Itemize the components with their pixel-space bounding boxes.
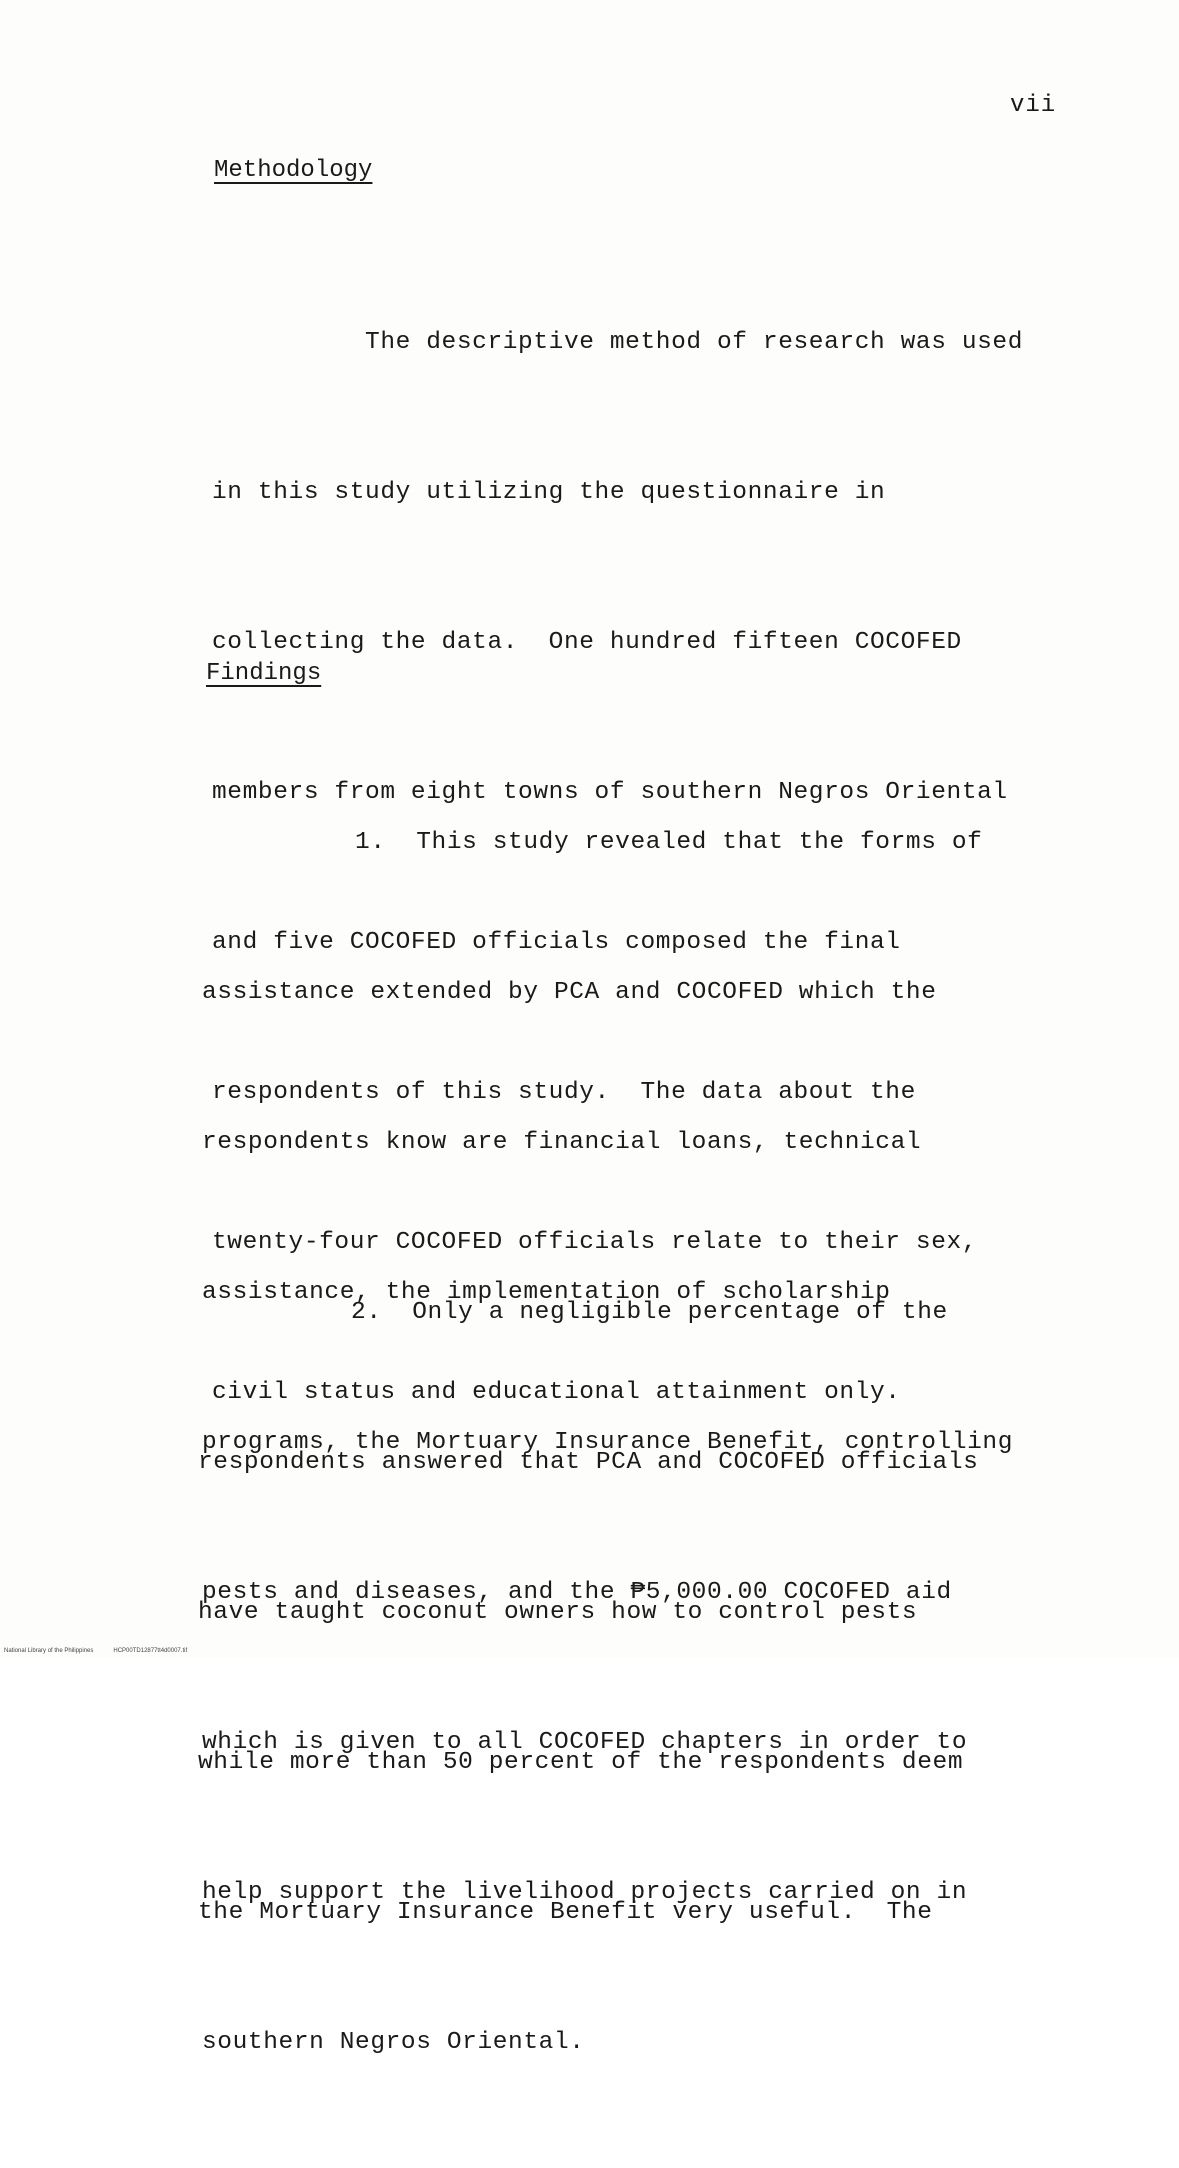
text-line: assistance extended by PCA and COCOFED which the [202, 979, 937, 1006]
text-line: have taught coconut owners how to control pests [198, 1599, 918, 1626]
footer-file-id: HCP00TD12877tt4d0007.tif [113, 1648, 188, 1654]
text-line: members from eight towns of southern Negros Oriental [212, 779, 1008, 806]
finding-item-2 [198, 1188, 978, 2038]
text-line: the Mortuary Insurance Benefit very useful. The [198, 1899, 933, 1926]
text-line: in this study utilizing the questionnaire in [212, 479, 886, 506]
footer-library: National Library of the Philippines [4, 1648, 94, 1654]
text-line: southern Negros Oriental. [202, 2029, 585, 2056]
methodology-heading: Methodology [214, 157, 373, 184]
text-line: help support the livelihood projects carried on in [202, 1879, 968, 1906]
text-line: while more than 50 percent of the respondents deem [198, 1749, 964, 1776]
text-line: which is given to all COCOFED chapters in order to [202, 1729, 968, 1756]
scan-footer [4, 1648, 207, 1654]
text-line: The descriptive method of research was used [212, 329, 1024, 356]
text-line: pests and diseases, and the ₱5,000.00 COCOFED aid [202, 1579, 952, 1606]
text-line: respondents of this study. The data about the [212, 1079, 916, 1106]
text-line: respondents answered that PCA and COCOFED officials [198, 1449, 979, 1476]
text-line: respondents know are financial loans, technical [202, 1129, 922, 1156]
text-line: twenty-four COCOFED officials relate to their sex, [212, 1229, 978, 1256]
text-line: 1. This study revealed that the forms of [202, 829, 983, 856]
text-line: collecting the data. One hundred fifteen COCOFED [212, 629, 962, 656]
text-line: programs, the Mortuary Insurance Benefit, controlling [202, 1429, 1014, 1456]
text-line: and five COCOFED officials composed the final [212, 929, 901, 956]
page-number: vii [1010, 92, 1057, 119]
text-line: 2. Only a negligible percentage of the [198, 1299, 948, 1326]
text-line: civil status and educational attainment only. [212, 1379, 901, 1406]
findings-heading: Findings [206, 660, 322, 687]
text-line: assistance, the implementation of scholarship [202, 1279, 891, 1306]
